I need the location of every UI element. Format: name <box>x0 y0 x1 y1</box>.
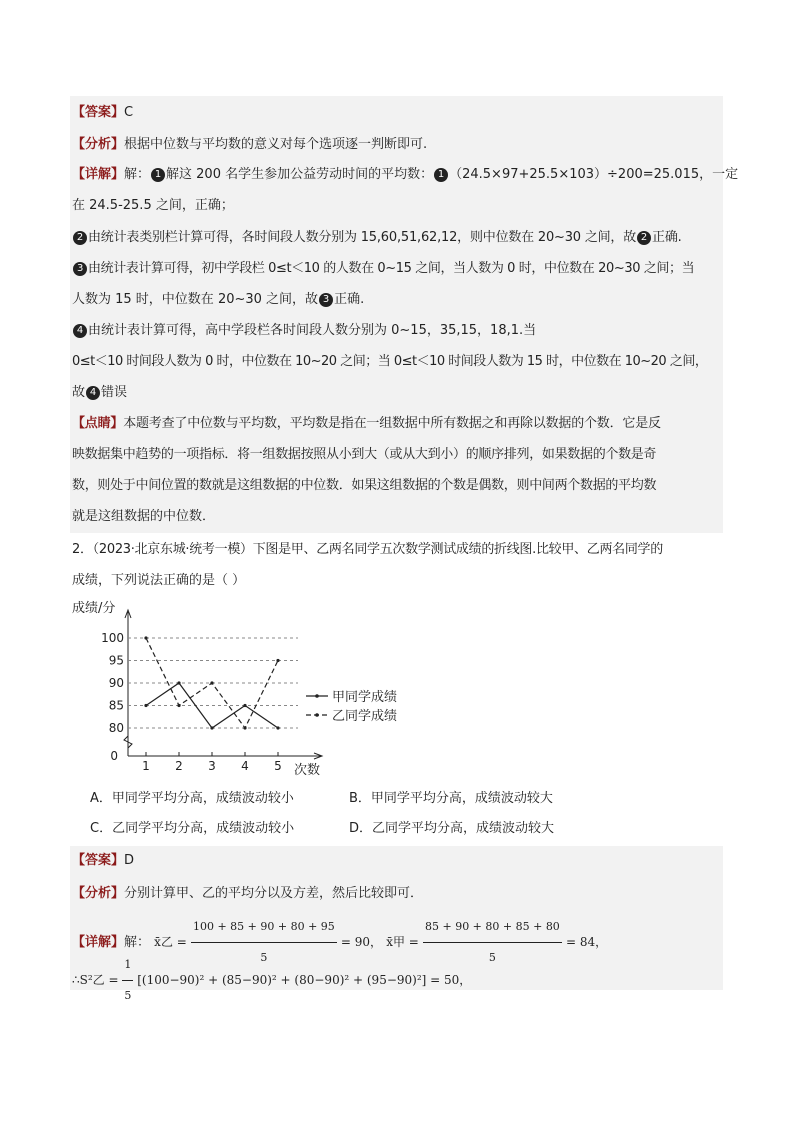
mean-b-label: x̄乙 = <box>154 935 187 949</box>
circled-4: 4 <box>86 386 100 400</box>
data-point <box>144 636 147 639</box>
analysis-text: 根据中位数与平均数的意义对每个选项逐一判断即可. <box>124 137 428 152</box>
q1-detail-line-6 <box>72 322 536 340</box>
option-d-text: D．乙同学平均分高，成绩波动较大 <box>349 821 555 836</box>
q1-detail-line-5 <box>72 291 364 309</box>
detail-text: 由统计表计算可得，高中学段栏各时间段人数分别为 0~15，35,15，18,1.当 <box>88 323 537 338</box>
score-line-chart <box>70 598 410 783</box>
data-point <box>177 681 180 684</box>
option-b-text: B．甲同学平均分高，成绩波动较大 <box>349 791 553 806</box>
q1-detail-line-7 <box>72 353 707 371</box>
q1-comment-line-1 <box>72 415 661 433</box>
x-tick-label: 4 <box>241 759 249 773</box>
comment-text: 本题考查了中位数与平均数，平均数是指在一组数据中所有数据之和再除以数据的个数．它是反 <box>123 416 661 431</box>
origin-label: 0 <box>110 749 118 763</box>
circled-3: 3 <box>319 293 333 307</box>
q1-analysis-line <box>72 136 427 154</box>
data-point <box>276 659 279 662</box>
comment-tag: 【点睛】 <box>72 416 124 431</box>
detail-text: 解这 200 名学生参加公益劳动时间的平均数： <box>166 167 434 182</box>
circled-2: 2 <box>637 231 651 245</box>
x-tick-label: 3 <box>208 759 216 773</box>
legend-label-2: 乙同学成绩 <box>332 709 398 724</box>
detail-text: （24.5×97+25.5×103）÷200=25.015，一定 <box>449 167 739 182</box>
fraction-numerator: 85 + 90 + 80 + 85 + 80 <box>423 912 562 943</box>
x-tick-label: 1 <box>142 759 150 773</box>
answer-value: D <box>124 853 135 868</box>
circled-1: 1 <box>434 168 448 182</box>
x-tick-label: 2 <box>175 759 183 773</box>
legend-label-1: 甲同学成绩 <box>332 690 398 705</box>
y-tick-label: 100 <box>101 631 124 645</box>
q1-detail-line-1 <box>72 166 738 184</box>
variance-fraction <box>122 950 133 1011</box>
detail-text: 正确. <box>334 292 365 307</box>
q2-detail-variance <box>72 950 471 1011</box>
detail-text: 解： <box>124 935 151 950</box>
detail-text: 故 <box>72 385 86 400</box>
detail-text: 由统计表计算可得，初中学段栏 0≤t＜10 的人数在 0~15 之间，当人数为 0 时，中位数在 20~30 之间；当 <box>88 261 695 276</box>
mean-b-value: = 90， <box>340 935 383 949</box>
legend-marker <box>315 694 319 698</box>
data-point <box>243 704 246 707</box>
q1-detail-line-3 <box>72 229 682 247</box>
comment-text: 就是这组数据的中位数． <box>72 509 216 524</box>
detail-text: 人数为 15 时，中位数在 20~30 之间，故 <box>72 292 319 307</box>
variance-label: ∴S²乙 = <box>72 973 119 987</box>
option-c[interactable] <box>90 820 294 838</box>
option-c-text: C．乙同学平均分高，成绩波动较小 <box>90 821 295 836</box>
detail-text: 0≤t＜10 时间段人数为 0 时，中位数在 10~20 之间；当 0≤t＜10 时间段人数为 15 时，中位数在 10~20 之间， <box>72 354 708 369</box>
question-stem: 2．（2023·北京东城·统考一模）下图是甲、乙两名同学五次数学测试成绩的折线图.比较甲、乙两名同学的 <box>72 542 663 557</box>
comment-text: 数，则处于中间位置的数就是这组数据的中位数．如果这组数据的个数是偶数，则中间两个数据的平均数 <box>72 478 657 493</box>
q2-stem-line-2 <box>72 572 245 590</box>
q2-stem-line-1 <box>72 541 663 559</box>
fraction-denominator: 5 <box>124 989 132 1002</box>
question-stem: 成绩，下列说法正确的是（ ） <box>72 573 246 588</box>
q2-analysis-line <box>72 885 423 903</box>
answer-value: C <box>124 105 134 120</box>
answer-tag: 【答案】 <box>72 105 125 120</box>
legend-marker <box>315 713 319 717</box>
analysis-tag: 【分析】 <box>72 137 125 152</box>
y-tick-label: 85 <box>108 698 124 713</box>
comment-text: 映数据集中趋势的一项指标．将一组数据按照从小到大（或从大到小）的顺序排列，如果数据的个数是奇 <box>72 447 657 462</box>
data-point <box>243 726 246 729</box>
data-point <box>144 704 147 707</box>
q1-detail-line-4 <box>72 260 694 278</box>
fraction-denominator: 5 <box>488 951 496 964</box>
detail-text: 正确. <box>652 230 682 245</box>
answer-tag: 【答案】 <box>72 853 125 868</box>
data-point <box>177 704 180 707</box>
y-tick-label: 90 <box>108 676 124 690</box>
q1-comment-line-3 <box>72 477 656 495</box>
option-a-text: A．甲同学平均分高，成绩波动较小 <box>90 791 294 806</box>
circled-3: 3 <box>73 262 87 276</box>
option-b[interactable] <box>349 790 553 808</box>
q1-comment-line-4 <box>72 508 215 526</box>
detail-text: 由统计表类别栏计算可得，各时间段人数分别为 15,60,51,62,12，则中位数在 20~30 之间，故 <box>88 230 637 245</box>
circled-4: 4 <box>73 324 87 338</box>
analysis-text: 分别计算甲、乙的平均分以及方差，然后比较即可． <box>124 886 424 901</box>
q1-comment-line-2 <box>72 446 656 464</box>
fraction-numerator: 1 <box>122 950 133 981</box>
detail-text: 解： <box>124 167 151 182</box>
fraction-denominator: 5 <box>260 951 268 964</box>
option-d[interactable] <box>349 820 554 838</box>
mean-a-label: x̄甲 = <box>386 935 419 949</box>
x-axis-title: 次数 <box>294 763 321 778</box>
q1-detail-line-2 <box>72 197 234 215</box>
y-tick-label: 95 <box>108 653 124 668</box>
data-point <box>210 726 213 729</box>
q1-detail-line-8 <box>72 384 127 402</box>
detail-tag: 【详解】 <box>72 935 125 950</box>
circled-1: 1 <box>151 168 165 182</box>
option-a[interactable] <box>90 790 294 808</box>
y-axis-title: 成绩/分 <box>72 601 116 616</box>
x-tick-label: 5 <box>274 759 282 773</box>
data-point <box>276 726 279 729</box>
detail-text: 错误 <box>101 385 128 400</box>
circled-2: 2 <box>73 231 87 245</box>
analysis-tag: 【分析】 <box>72 886 125 901</box>
y-tick-label: 80 <box>108 721 124 735</box>
mean-a-value: = 84， <box>565 935 608 949</box>
data-point <box>210 681 213 684</box>
detail-text: 在 24.5-25.5 之间，正确； <box>72 198 234 213</box>
detail-tag: 【详解】 <box>72 167 125 182</box>
q1-answer-block <box>70 96 723 533</box>
variance-expression: [(100−90)² + (85−90)² + (80−90)² + (95−90)²] = 50， <box>137 973 472 987</box>
fraction-numerator: 100 + 85 + 90 + 80 + 95 <box>191 912 337 943</box>
q2-answer-line <box>72 852 134 870</box>
q1-answer-line <box>72 104 133 122</box>
